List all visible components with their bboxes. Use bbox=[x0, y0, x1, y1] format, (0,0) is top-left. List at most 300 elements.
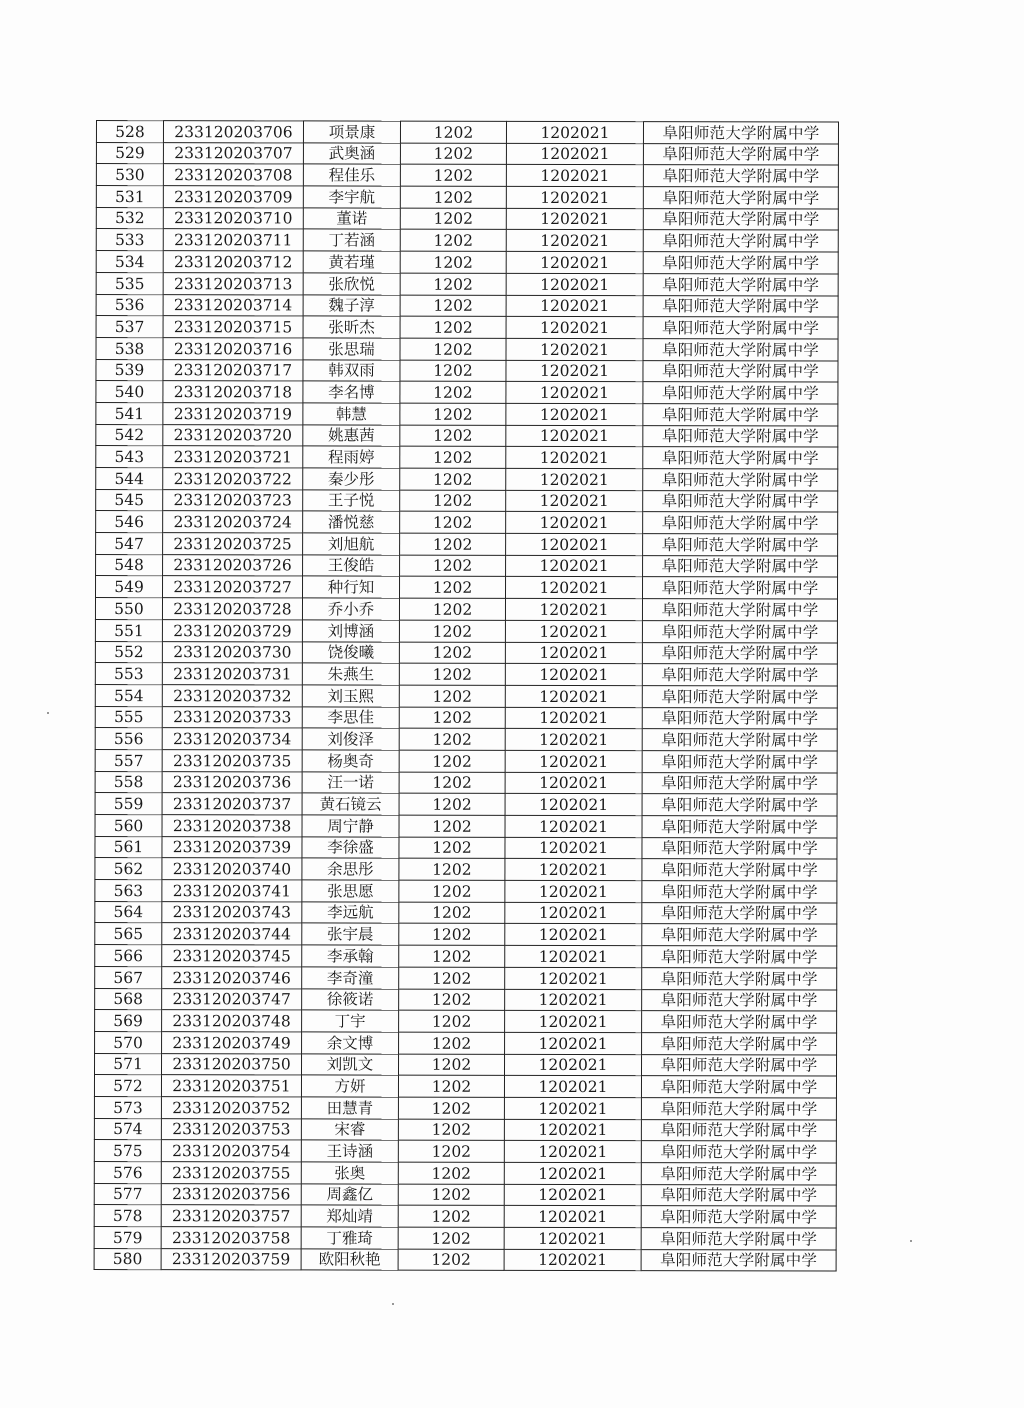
table-row bbox=[95, 858, 837, 881]
exam-id-cell: 233120203743 bbox=[162, 901, 302, 923]
code-cell: 1202 bbox=[399, 1032, 505, 1054]
table-row bbox=[95, 945, 837, 968]
code-cell: 1202 bbox=[400, 165, 506, 187]
school-cell: 阜阳师范大学附属中学 bbox=[642, 859, 837, 881]
exam-id-cell: 233120203723 bbox=[163, 489, 303, 511]
school-cell: 阜阳师范大学附属中学 bbox=[643, 490, 838, 512]
index-cell: 566 bbox=[95, 945, 162, 967]
name-cell: 余文博 bbox=[302, 1032, 399, 1054]
class-code-cell: 1202021 bbox=[506, 382, 643, 404]
table-row bbox=[95, 880, 837, 903]
exam-id-cell: 233120203745 bbox=[162, 945, 302, 967]
exam-id-cell: 233120203710 bbox=[163, 207, 303, 229]
school-cell: 阜阳师范大学附属中学 bbox=[643, 447, 838, 469]
table-row bbox=[96, 164, 838, 187]
exam-id-cell: 233120203737 bbox=[162, 793, 302, 815]
class-code-cell: 1202021 bbox=[506, 143, 643, 165]
exam-id-cell: 233120203758 bbox=[161, 1227, 301, 1249]
name-cell: 程雨婷 bbox=[303, 446, 400, 468]
class-code-cell: 1202021 bbox=[504, 1227, 641, 1249]
index-cell: 528 bbox=[96, 121, 163, 143]
scan-speck bbox=[910, 1240, 912, 1242]
code-cell: 1202 bbox=[399, 750, 505, 772]
index-cell: 535 bbox=[96, 272, 163, 294]
code-cell: 1202 bbox=[400, 403, 506, 425]
table-row bbox=[96, 554, 838, 577]
code-cell: 1202 bbox=[399, 859, 505, 881]
code-cell: 1202 bbox=[399, 707, 505, 729]
code-cell: 1202 bbox=[399, 620, 505, 642]
index-cell: 543 bbox=[96, 446, 163, 468]
table-row bbox=[96, 142, 838, 165]
school-cell: 阜阳师范大学附属中学 bbox=[642, 642, 837, 664]
code-cell: 1202 bbox=[400, 186, 506, 208]
exam-id-cell: 233120203753 bbox=[161, 1118, 301, 1140]
school-cell: 阜阳师范大学附属中学 bbox=[642, 924, 837, 946]
code-cell: 1202 bbox=[398, 1140, 504, 1162]
school-cell: 阜阳师范大学附属中学 bbox=[642, 837, 837, 859]
exam-id-cell: 233120203708 bbox=[163, 164, 303, 186]
school-cell: 阜阳师范大学附属中学 bbox=[643, 208, 838, 230]
class-code-cell: 1202021 bbox=[505, 598, 642, 620]
code-cell: 1202 bbox=[399, 945, 505, 967]
name-cell: 姚惠茜 bbox=[303, 425, 400, 447]
exam-id-cell: 233120203726 bbox=[163, 554, 303, 576]
table-row bbox=[94, 1075, 836, 1098]
name-cell: 周鑫亿 bbox=[301, 1184, 398, 1206]
class-code-cell: 1202021 bbox=[506, 251, 643, 273]
code-cell: 1202 bbox=[400, 121, 506, 143]
code-cell: 1202 bbox=[399, 598, 505, 620]
exam-id-cell: 233120203754 bbox=[161, 1140, 301, 1162]
table-row bbox=[95, 1010, 837, 1033]
table-row bbox=[94, 1096, 836, 1119]
class-code-cell: 1202021 bbox=[504, 1162, 641, 1184]
table-row bbox=[95, 619, 837, 642]
exam-id-cell: 233120203721 bbox=[163, 446, 303, 468]
exam-id-cell: 233120203759 bbox=[161, 1248, 301, 1270]
school-cell: 阜阳师范大学附属中学 bbox=[643, 295, 838, 317]
index-cell: 550 bbox=[95, 598, 162, 620]
table-row bbox=[96, 381, 838, 404]
name-cell: 饶俊曦 bbox=[302, 641, 399, 663]
index-cell: 552 bbox=[95, 641, 162, 663]
index-cell: 575 bbox=[94, 1140, 161, 1162]
index-cell: 563 bbox=[95, 880, 162, 902]
index-cell: 547 bbox=[96, 533, 163, 555]
class-code-cell: 1202021 bbox=[505, 772, 642, 794]
school-cell: 阜阳师范大学附属中学 bbox=[642, 989, 837, 1011]
index-cell: 560 bbox=[95, 814, 162, 836]
school-cell: 阜阳师范大学附属中学 bbox=[643, 534, 838, 556]
scan-speck bbox=[47, 712, 49, 714]
index-cell: 530 bbox=[96, 164, 163, 186]
code-cell: 1202 bbox=[399, 1010, 505, 1032]
class-code-cell: 1202021 bbox=[505, 967, 642, 989]
index-cell: 572 bbox=[94, 1075, 161, 1097]
index-cell: 569 bbox=[95, 1010, 162, 1032]
code-cell: 1202 bbox=[400, 295, 506, 317]
name-cell: 种行知 bbox=[302, 576, 399, 598]
index-cell: 551 bbox=[95, 619, 162, 641]
school-cell: 阜阳师范大学附属中学 bbox=[642, 664, 837, 686]
name-cell: 黄若瑾 bbox=[303, 251, 400, 273]
school-cell: 阜阳师范大学附属中学 bbox=[643, 339, 838, 361]
exam-id-cell: 233120203728 bbox=[162, 598, 302, 620]
exam-id-cell: 233120203750 bbox=[162, 1053, 302, 1075]
class-code-cell: 1202021 bbox=[505, 750, 642, 772]
table-row bbox=[94, 1183, 836, 1206]
class-code-cell: 1202021 bbox=[506, 555, 643, 577]
table-row bbox=[95, 901, 837, 924]
name-cell: 程佳乐 bbox=[303, 164, 400, 186]
exam-id-cell: 233120203727 bbox=[162, 576, 302, 598]
exam-id-cell: 233120203751 bbox=[161, 1075, 301, 1097]
school-cell: 阜阳师范大学附属中学 bbox=[641, 1119, 836, 1141]
code-cell: 1202 bbox=[399, 685, 505, 707]
name-cell: 刘博涵 bbox=[302, 620, 399, 642]
table-row bbox=[96, 121, 838, 144]
exam-id-cell: 233120203713 bbox=[163, 272, 303, 294]
code-cell: 1202 bbox=[399, 642, 505, 664]
code-cell: 1202 bbox=[399, 924, 505, 946]
class-code-cell: 1202021 bbox=[504, 1054, 641, 1076]
name-cell: 刘凯文 bbox=[301, 1053, 398, 1075]
school-cell: 阜阳师范大学附属中学 bbox=[641, 1184, 836, 1206]
school-cell: 阜阳师范大学附属中学 bbox=[642, 751, 837, 773]
class-code-cell: 1202021 bbox=[505, 837, 642, 859]
code-cell: 1202 bbox=[400, 251, 506, 273]
index-cell: 548 bbox=[96, 554, 163, 576]
index-cell: 574 bbox=[94, 1118, 161, 1140]
table-row bbox=[96, 229, 838, 252]
name-cell: 杨奥奇 bbox=[302, 750, 399, 772]
school-cell: 阜阳师范大学附属中学 bbox=[641, 1098, 836, 1120]
code-cell: 1202 bbox=[400, 338, 506, 360]
school-cell: 阜阳师范大学附属中学 bbox=[642, 686, 837, 708]
name-cell: 张昕杰 bbox=[303, 316, 400, 338]
school-cell: 阜阳师范大学附属中学 bbox=[643, 252, 838, 274]
code-cell: 1202 bbox=[399, 663, 505, 685]
table-row bbox=[96, 294, 838, 317]
code-cell: 1202 bbox=[400, 208, 506, 230]
exam-id-cell: 233120203729 bbox=[162, 619, 302, 641]
name-cell: 武奥涵 bbox=[303, 143, 400, 165]
index-cell: 532 bbox=[96, 207, 163, 229]
class-code-cell: 1202021 bbox=[505, 1011, 642, 1033]
index-cell: 561 bbox=[95, 836, 162, 858]
school-cell: 阜阳师范大学附属中学 bbox=[642, 729, 837, 751]
index-cell: 537 bbox=[96, 316, 163, 338]
table-row bbox=[96, 402, 838, 425]
table-row bbox=[96, 489, 838, 512]
name-cell: 董诺 bbox=[303, 208, 400, 230]
index-cell: 558 bbox=[95, 771, 162, 793]
exam-id-cell: 233120203731 bbox=[162, 663, 302, 685]
table-row bbox=[95, 836, 837, 859]
name-cell: 魏子淳 bbox=[303, 294, 400, 316]
class-code-cell: 1202021 bbox=[504, 1076, 641, 1098]
exam-id-cell: 233120203732 bbox=[162, 685, 302, 707]
index-cell: 536 bbox=[96, 294, 163, 316]
exam-id-cell: 233120203734 bbox=[162, 728, 302, 750]
table-row bbox=[95, 641, 837, 664]
table-row bbox=[96, 186, 838, 209]
exam-id-cell: 233120203740 bbox=[162, 858, 302, 880]
name-cell: 王子悦 bbox=[303, 490, 400, 512]
class-code-cell: 1202021 bbox=[506, 360, 643, 382]
code-cell: 1202 bbox=[400, 468, 506, 490]
table-row bbox=[95, 988, 837, 1011]
exam-id-cell: 233120203716 bbox=[163, 338, 303, 360]
index-cell: 555 bbox=[95, 706, 162, 728]
class-code-cell: 1202021 bbox=[505, 815, 642, 837]
index-cell: 553 bbox=[95, 663, 162, 685]
class-code-cell: 1202021 bbox=[505, 620, 642, 642]
school-cell: 阜阳师范大学附属中学 bbox=[642, 1011, 837, 1033]
name-cell: 韩慧 bbox=[303, 403, 400, 425]
class-code-cell: 1202021 bbox=[506, 121, 643, 143]
table-row bbox=[96, 446, 838, 469]
school-cell: 阜阳师范大学附属中学 bbox=[641, 1076, 836, 1098]
name-cell: 张思愿 bbox=[302, 880, 399, 902]
code-cell: 1202 bbox=[399, 902, 505, 924]
index-cell: 559 bbox=[95, 793, 162, 815]
exam-id-cell: 233120203712 bbox=[163, 251, 303, 273]
code-cell: 1202 bbox=[399, 837, 505, 859]
school-cell: 阜阳师范大学附属中学 bbox=[641, 1054, 836, 1076]
class-code-cell: 1202021 bbox=[506, 208, 643, 230]
table-row bbox=[95, 1053, 837, 1076]
table-row bbox=[95, 771, 837, 794]
exam-id-cell: 233120203714 bbox=[163, 294, 303, 316]
class-code-cell: 1202021 bbox=[504, 1119, 641, 1141]
table-row bbox=[96, 337, 838, 360]
table-row bbox=[96, 424, 838, 447]
name-cell: 韩双雨 bbox=[303, 359, 400, 381]
exam-id-cell: 233120203706 bbox=[163, 121, 303, 143]
class-code-cell: 1202021 bbox=[506, 186, 643, 208]
exam-id-cell: 233120203724 bbox=[163, 511, 303, 533]
exam-id-cell: 233120203739 bbox=[162, 836, 302, 858]
code-cell: 1202 bbox=[399, 967, 505, 989]
school-cell: 阜阳师范大学附属中学 bbox=[643, 382, 838, 404]
table-row bbox=[96, 511, 838, 534]
index-cell: 580 bbox=[94, 1248, 161, 1270]
school-cell: 阜阳师范大学附属中学 bbox=[642, 794, 837, 816]
name-cell: 刘旭航 bbox=[303, 533, 400, 555]
code-cell: 1202 bbox=[400, 273, 506, 295]
class-code-cell: 1202021 bbox=[506, 468, 643, 490]
code-cell: 1202 bbox=[399, 989, 505, 1011]
table-row bbox=[94, 1161, 836, 1184]
code-cell: 1202 bbox=[399, 772, 505, 794]
school-cell: 阜阳师范大学附属中学 bbox=[642, 599, 837, 621]
code-cell: 1202 bbox=[400, 230, 506, 252]
index-cell: 540 bbox=[96, 381, 163, 403]
table-row bbox=[96, 359, 838, 382]
name-cell: 张欣悦 bbox=[303, 273, 400, 295]
exam-id-cell: 233120203746 bbox=[162, 966, 302, 988]
exam-id-cell: 233120203756 bbox=[161, 1183, 301, 1205]
name-cell: 欧阳秋艳 bbox=[301, 1249, 398, 1271]
school-cell: 阜阳师范大学附属中学 bbox=[643, 512, 838, 534]
name-cell: 丁雅琦 bbox=[301, 1227, 398, 1249]
name-cell: 张思瑞 bbox=[303, 338, 400, 360]
name-cell: 秦少彤 bbox=[303, 468, 400, 490]
exam-id-cell: 233120203719 bbox=[163, 403, 303, 425]
exam-id-cell: 233120203749 bbox=[162, 1032, 302, 1054]
class-code-cell: 1202021 bbox=[505, 685, 642, 707]
class-code-cell: 1202021 bbox=[506, 295, 643, 317]
index-cell: 554 bbox=[95, 684, 162, 706]
name-cell: 朱燕生 bbox=[302, 663, 399, 685]
index-cell: 556 bbox=[95, 728, 162, 750]
index-cell: 578 bbox=[94, 1205, 161, 1227]
class-code-cell: 1202021 bbox=[506, 533, 643, 555]
name-cell: 张宇晨 bbox=[302, 923, 399, 945]
school-cell: 阜阳师范大学附属中学 bbox=[643, 404, 838, 426]
class-code-cell: 1202021 bbox=[505, 989, 642, 1011]
index-cell: 544 bbox=[96, 468, 163, 490]
exam-id-cell: 233120203738 bbox=[162, 815, 302, 837]
school-cell: 阜阳师范大学附属中学 bbox=[641, 1228, 836, 1250]
code-cell: 1202 bbox=[400, 143, 506, 165]
index-cell: 562 bbox=[95, 858, 162, 880]
exam-id-cell: 233120203735 bbox=[162, 750, 302, 772]
table-row bbox=[95, 706, 837, 729]
class-code-cell: 1202021 bbox=[506, 165, 643, 187]
school-cell: 阜阳师范大学附属中学 bbox=[642, 577, 837, 599]
table-row bbox=[95, 793, 837, 816]
school-cell: 阜阳师范大学附属中学 bbox=[643, 555, 838, 577]
school-cell: 阜阳师范大学附属中学 bbox=[643, 187, 838, 209]
exam-id-cell: 233120203715 bbox=[163, 316, 303, 338]
class-code-cell: 1202021 bbox=[505, 859, 642, 881]
index-cell: 570 bbox=[95, 1031, 162, 1053]
code-cell: 1202 bbox=[398, 1227, 504, 1249]
table-row bbox=[95, 923, 837, 946]
name-cell: 田慧青 bbox=[301, 1097, 398, 1119]
index-cell: 565 bbox=[95, 923, 162, 945]
code-cell: 1202 bbox=[398, 1249, 504, 1271]
index-cell: 576 bbox=[94, 1161, 161, 1183]
student-list-table bbox=[94, 120, 839, 1272]
code-cell: 1202 bbox=[400, 360, 506, 382]
exam-id-cell: 233120203718 bbox=[163, 381, 303, 403]
class-code-cell: 1202021 bbox=[505, 642, 642, 664]
school-cell: 阜阳师范大学附属中学 bbox=[642, 772, 837, 794]
index-cell: 557 bbox=[95, 749, 162, 771]
name-cell: 潘悦慈 bbox=[303, 511, 400, 533]
name-cell: 王俊皓 bbox=[303, 555, 400, 577]
school-cell: 阜阳师范大学附属中学 bbox=[641, 1163, 836, 1185]
exam-id-cell: 233120203720 bbox=[163, 424, 303, 446]
table-row bbox=[95, 1031, 837, 1054]
table-row bbox=[96, 316, 838, 339]
code-cell: 1202 bbox=[400, 381, 506, 403]
class-code-cell: 1202021 bbox=[506, 317, 643, 339]
code-cell: 1202 bbox=[398, 1206, 504, 1228]
scan-speck bbox=[392, 1303, 394, 1305]
name-cell: 宋睿 bbox=[301, 1119, 398, 1141]
code-cell: 1202 bbox=[398, 1097, 504, 1119]
table-row bbox=[94, 1205, 836, 1228]
exam-id-cell: 233120203711 bbox=[163, 229, 303, 251]
exam-id-cell: 233120203722 bbox=[163, 468, 303, 490]
table-row bbox=[94, 1227, 836, 1250]
exam-id-cell: 233120203717 bbox=[163, 359, 303, 381]
exam-id-cell: 233120203752 bbox=[161, 1097, 301, 1119]
code-cell: 1202 bbox=[400, 555, 506, 577]
class-code-cell: 1202021 bbox=[505, 880, 642, 902]
school-cell: 阜阳师范大学附属中学 bbox=[642, 967, 837, 989]
table-row bbox=[95, 684, 837, 707]
table-row bbox=[96, 533, 838, 556]
index-cell: 533 bbox=[96, 229, 163, 251]
index-cell: 549 bbox=[95, 576, 162, 598]
table-row bbox=[96, 468, 838, 491]
name-cell: 刘俊泽 bbox=[302, 728, 399, 750]
name-cell: 乔小乔 bbox=[302, 598, 399, 620]
name-cell: 刘玉熙 bbox=[302, 685, 399, 707]
code-cell: 1202 bbox=[398, 1184, 504, 1206]
class-code-cell: 1202021 bbox=[505, 945, 642, 967]
school-cell: 阜阳师范大学附属中学 bbox=[642, 946, 837, 968]
table-row bbox=[95, 728, 837, 751]
name-cell: 李名博 bbox=[303, 381, 400, 403]
name-cell: 项景康 bbox=[303, 121, 400, 143]
class-code-cell: 1202021 bbox=[504, 1206, 641, 1228]
school-cell: 阜阳师范大学附属中学 bbox=[643, 273, 838, 295]
index-cell: 531 bbox=[96, 186, 163, 208]
name-cell: 黄石镜云 bbox=[302, 793, 399, 815]
index-cell: 534 bbox=[96, 251, 163, 273]
code-cell: 1202 bbox=[398, 1162, 504, 1184]
class-code-cell: 1202021 bbox=[506, 230, 643, 252]
school-cell: 阜阳师范大学附属中学 bbox=[643, 143, 838, 165]
code-cell: 1202 bbox=[398, 1054, 504, 1076]
school-cell: 阜阳师范大学附属中学 bbox=[642, 707, 837, 729]
name-cell: 李宇航 bbox=[303, 186, 400, 208]
index-cell: 545 bbox=[96, 489, 163, 511]
code-cell: 1202 bbox=[398, 1119, 504, 1141]
class-code-cell: 1202021 bbox=[504, 1249, 641, 1271]
index-cell: 564 bbox=[95, 901, 162, 923]
class-code-cell: 1202021 bbox=[505, 729, 642, 751]
table-row bbox=[94, 1248, 836, 1271]
name-cell: 汪一诺 bbox=[302, 772, 399, 794]
exam-id-cell: 233120203755 bbox=[161, 1162, 301, 1184]
exam-id-cell: 233120203730 bbox=[162, 641, 302, 663]
school-cell: 阜阳师范大学附属中学 bbox=[643, 122, 838, 144]
class-code-cell: 1202021 bbox=[504, 1184, 641, 1206]
index-cell: 542 bbox=[96, 424, 163, 446]
code-cell: 1202 bbox=[400, 316, 506, 338]
school-cell: 阜阳师范大学附属中学 bbox=[642, 620, 837, 642]
table-row bbox=[96, 272, 838, 295]
code-cell: 1202 bbox=[400, 512, 506, 534]
school-cell: 阜阳师范大学附属中学 bbox=[643, 230, 838, 252]
table-row bbox=[96, 251, 838, 274]
class-code-cell: 1202021 bbox=[506, 273, 643, 295]
class-code-cell: 1202021 bbox=[506, 425, 643, 447]
table-row bbox=[95, 663, 837, 686]
code-cell: 1202 bbox=[399, 793, 505, 815]
class-code-cell: 1202021 bbox=[505, 1032, 642, 1054]
class-code-cell: 1202021 bbox=[504, 1141, 641, 1163]
school-cell: 阜阳师范大学附属中学 bbox=[643, 165, 838, 187]
